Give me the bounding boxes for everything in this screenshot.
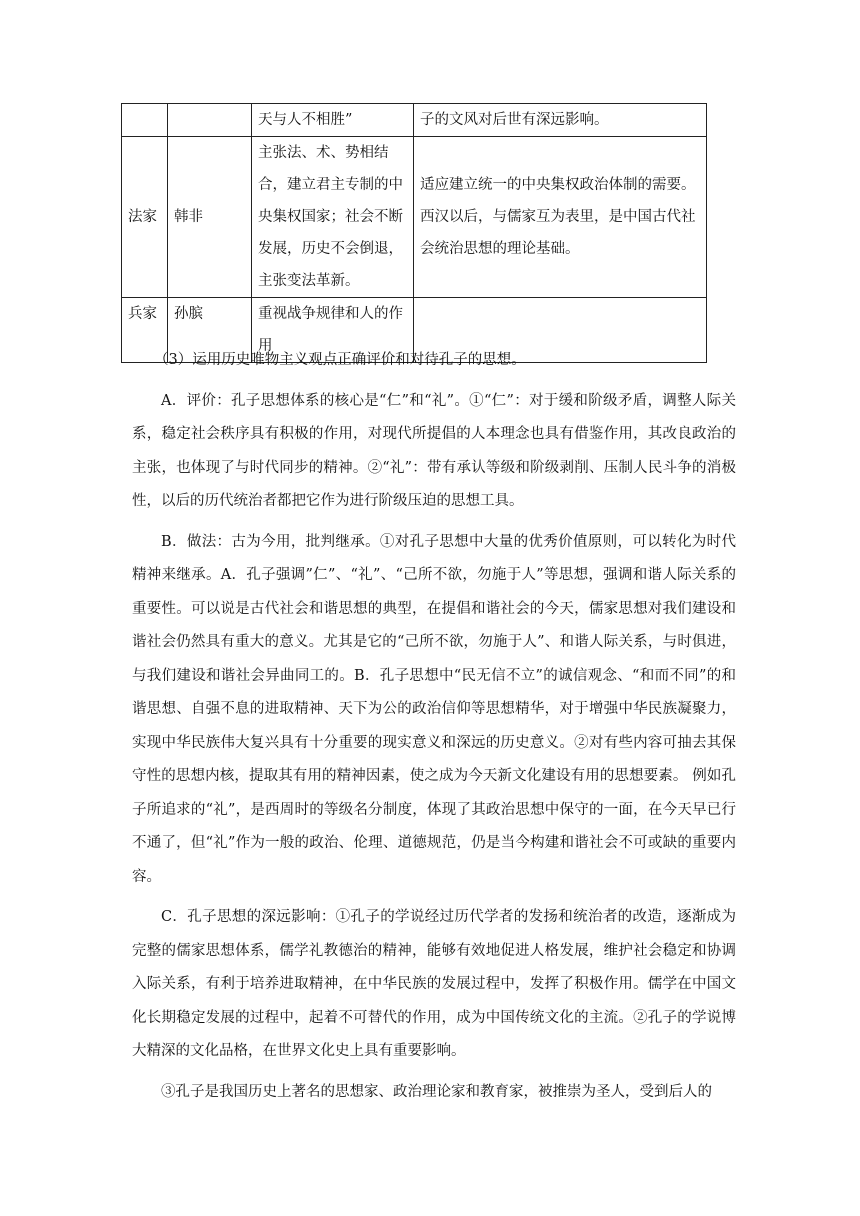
person-cell — [168, 104, 252, 137]
idea-cell: 主张法、术、势相结合，建立君主专制的中央集权国家；社会不断发展，历史不会倒退，主张变法革新。 — [252, 137, 414, 298]
idea-cell: 天与人不相胜” — [252, 104, 414, 137]
schools-table — [121, 103, 707, 363]
paragraph-approach: B．做法：古为今用，批判继承。①对孔子思想中大量的优秀价值原则，可以转化为时代精神来继承。A．孔子强调”仁”、“礼”、“己所不欲，勿施于人”等思想，强调和谐人际关系的重要性。可以说是古代社会和谐思想的典型，在提倡和谐社会的今天，儒家思想对我们建设和谐社会仍然具有重大的意义。尤其是它的“己所不欲，勿施于人”、和谐人际关系，与时俱进，与我们建设和谐社会异曲同工的。B．孔子思想中“民无信不立”的诚信观念、“和而不同”的和谐思想、自强不息的进取精神、天下为公的政治信仰等思想精华，对于增强中华民族凝聚力，实现中华民族伟大复兴具有十分重要的现实意义和深远的历史意义。②对有些内容可抽去其保守性的思想内核，提取其有用的精神因素，使之成为今天新文化建设有用的思想要素。 例如孔子所追求的“礼”，是西周时的等级名分制度，体现了其政治思想中保守的一面，在今天早已行不通了，但“礼”作为一般的政治、伦理、道德规范，仍是当今构建和谐社会不可或缺的重要内容。 — [132, 533, 736, 885]
school-cell — [122, 104, 168, 137]
paragraph-evaluation: A．评价：孔子思想体系的核心是“仁”和“礼”。①“仁”：对于缓和阶级矛盾，调整人际关系，稳定社会秩序具有积极的作用，对现代所提倡的人本理念也具有借鉴作用，其改良政治的主张，也体现了与时代同步的精神。②“礼”：带有承认等级和阶级剥削、压制人民斗争的消极性，以后的历代统治者都把它作为进行阶级压迫的思想工具。 — [132, 392, 736, 509]
section-3-body — [132, 344, 736, 1116]
table-row — [122, 104, 707, 137]
paragraph-confucius: ③孔子是我国历史上著名的思想家、政治理论家和教育家，被推崇为圣人，受到后人的 — [161, 1083, 712, 1100]
school-cell: 法家 — [122, 137, 168, 298]
person-cell: 孙膑 — [168, 298, 252, 363]
table-row — [122, 137, 707, 298]
influence-cell: 子的文风对后世有深远影响。 — [414, 104, 707, 137]
influence-cell: 适应建立统一的中央集权政治体制的需要。西汉以后，与儒家互为表里，是中国古代社会统治思想的理论基础。 — [414, 137, 707, 298]
school-cell: 兵家 — [122, 298, 168, 363]
section-heading: （3）运用历史唯物主义观点正确评价和对待孔子的思想。 — [154, 352, 526, 368]
paragraph-influence: C．孔子思想的深远影响：①孔子的学说经过历代学者的发扬和统治者的改造，逐渐成为完整的儒家思想体系，儒学礼教德治的精神，能够有效地促进人格发展，维护社会稳定和协调入际关系，有利于培养进取精神，在中华民族的发展过程中，发挥了积极作用。儒学在中国文化长期稳定发展的过程中，起着不可替代的作用，成为中国传统文化的主流。②孔子的学说博大精深的文化品格，在世界文化史上具有重要影响。 — [132, 909, 736, 1059]
idea-cell: 重视战争规律和人的作用 — [252, 298, 414, 363]
person-cell: 韩非 — [168, 137, 252, 298]
